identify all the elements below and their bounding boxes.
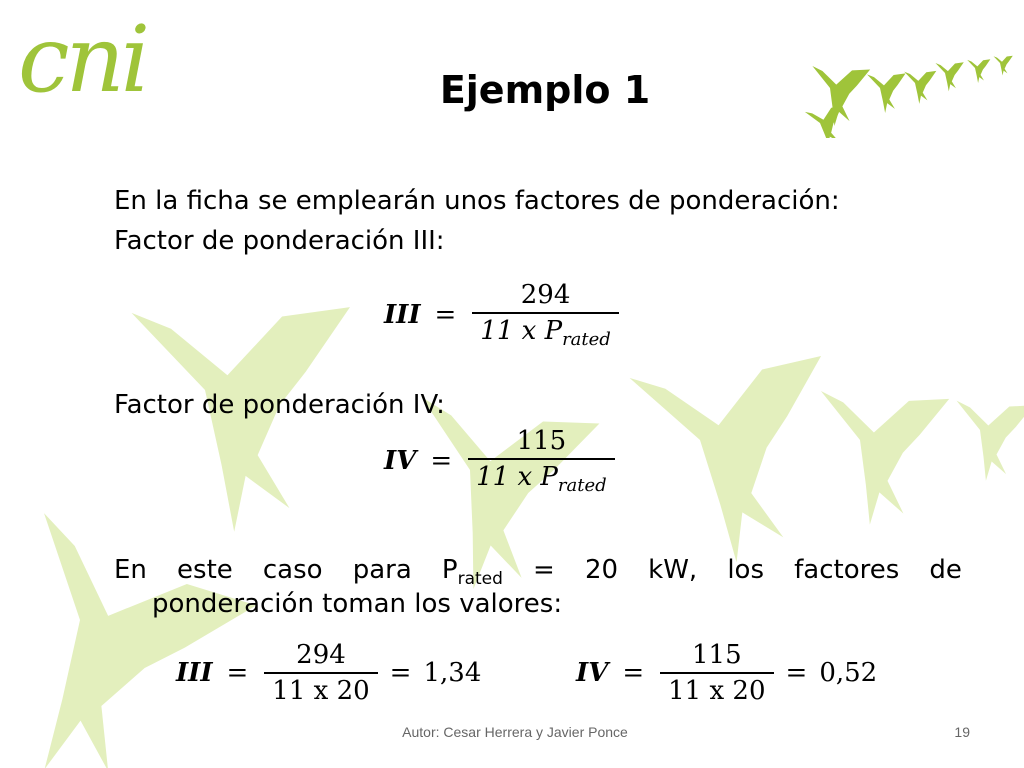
swallow-bird-icon (629, 314, 877, 575)
denominator (472, 312, 619, 350)
word: = (533, 555, 555, 585)
swallow-bird-icon (935, 56, 970, 93)
fraction (472, 280, 619, 350)
swallow-bird-icon (867, 65, 914, 115)
numerator: 294 (296, 640, 346, 670)
formula-lhs: IV (384, 446, 417, 476)
case-paragraph (114, 555, 962, 621)
denominator-text: 11 x P (480, 316, 563, 346)
result-value: 1,34 (423, 658, 482, 688)
result-iii (176, 640, 481, 706)
cni-logo: cni (18, 6, 147, 113)
word: de (929, 555, 962, 585)
word: En (114, 555, 147, 585)
result-value: 0,52 (819, 658, 878, 688)
word: factores (794, 555, 900, 585)
numerator: 294 (520, 280, 571, 310)
formula-lhs: IV (576, 658, 609, 688)
formula-iv (384, 426, 615, 496)
footer-author: Autor: Cesar Herrera y Javier Ponce (402, 724, 628, 740)
formula-lhs: III (176, 658, 213, 688)
numerator: 115 (692, 640, 742, 670)
fraction (468, 426, 615, 496)
factor-iv-label: Factor de ponderación IV: (114, 390, 445, 420)
denominator: 11 x 20 (264, 672, 377, 706)
swallow-bird-icon (812, 56, 878, 128)
word: kW, (648, 555, 698, 585)
formula-lhs: III (384, 300, 421, 330)
equals-sign: = (785, 658, 808, 688)
swallow-bird-icon (821, 369, 968, 529)
intro-text: En la ficha se emplearán unos factores de ponderación: (114, 186, 840, 216)
equals-sign: = (389, 658, 412, 688)
word: caso (262, 555, 323, 585)
result-iv (576, 640, 877, 706)
p-rated-symbol (442, 555, 503, 589)
fraction (264, 640, 377, 706)
equals-sign: = (434, 300, 457, 330)
word: este (177, 555, 233, 585)
equals-sign: = (622, 658, 645, 688)
denominator-text: 11 x P (476, 462, 558, 492)
swallow-bird-icon (957, 388, 1024, 484)
numerator: 115 (516, 426, 567, 456)
equals-sign: = (226, 658, 249, 688)
word: para (352, 555, 412, 585)
denominator (468, 458, 615, 496)
swallow-bird-icon (994, 51, 1018, 76)
case-paragraph-line1 (114, 555, 962, 589)
case-paragraph-line2: ponderación toman los valores: (152, 589, 563, 620)
subscript: rated (457, 569, 503, 589)
swallow-bird-icon (904, 64, 943, 106)
swallow-bird-icon (967, 54, 995, 84)
page-number: 19 (954, 724, 970, 740)
word: los (727, 555, 765, 585)
formula-iii (384, 280, 619, 350)
equals-sign: = (430, 446, 453, 476)
slide-title: Ejemplo 1 (439, 68, 651, 112)
word: 20 (584, 555, 619, 585)
word: P (441, 555, 458, 585)
denominator: 11 x 20 (660, 672, 773, 706)
factor-iii-label: Factor de ponderación III: (114, 226, 445, 256)
denominator-subscript: rated (562, 329, 611, 350)
fraction (660, 640, 773, 706)
bird-flock-icon (780, 28, 1020, 138)
denominator-subscript: rated (557, 475, 607, 496)
swallow-bird-icon (805, 96, 857, 138)
